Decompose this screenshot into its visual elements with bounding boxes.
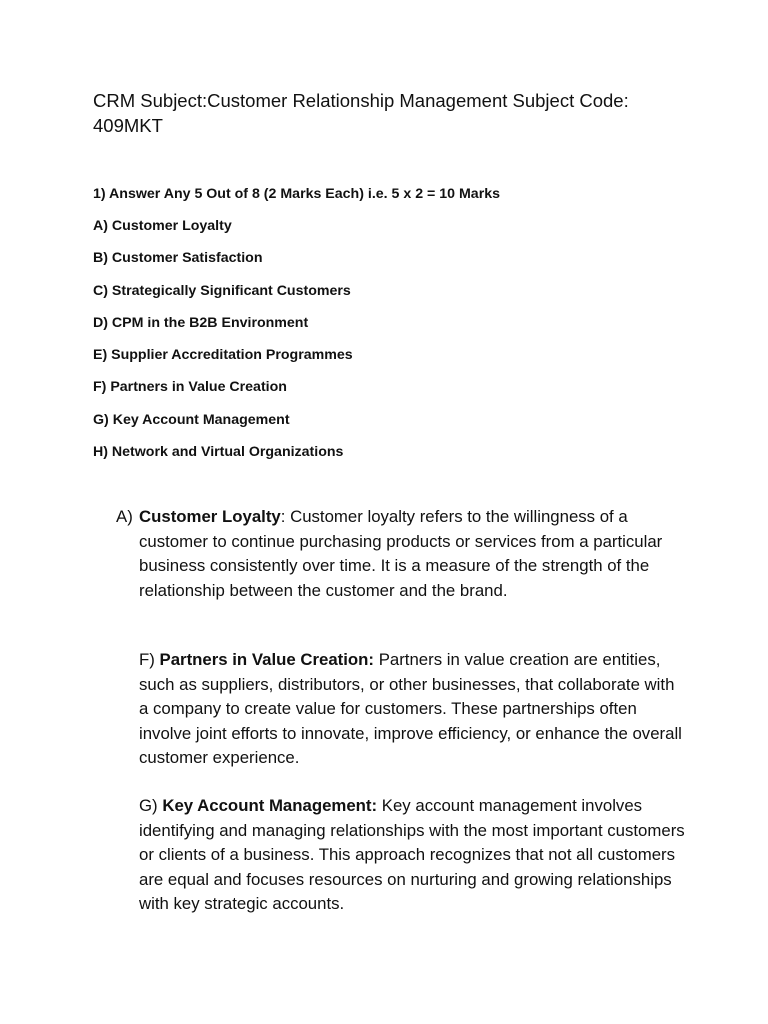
answer-partners-in-value-creation — [139, 648, 684, 771]
option-b: B) Customer Satisfaction — [93, 250, 263, 267]
option-h: H) Network and Virtual Organizations — [93, 444, 344, 461]
option-e: E) Supplier Accreditation Programmes — [93, 347, 353, 364]
answer-letter: G) — [139, 796, 158, 815]
answer-text: Key account management involves identifying and managing relationships with the most important customers or clients of a business. This approach recognizes that not all customers are equal and focuses resources on nurturing and growing relationships with key strategic accounts. — [139, 796, 685, 913]
option-g: G) Key Account Management — [93, 411, 290, 428]
answer-text: Partners in value creation are entities, such as suppliers, distributors, or other businesses, that collaborate with a company to create value for customers. These partnerships often involve joint efforts to innovate, improve efficiency, or enhance the overall customer experience. — [139, 650, 682, 767]
question-heading: 1) Answer Any 5 Out of 8 (2 Marks Each) i.e. 5 x 2 = 10 Marks — [93, 186, 501, 202]
answer-text: : Customer loyalty refers to the willingness of a customer to continue purchasing products or services from a particular business consistently over time. It is a measure of the strength of the relationship between the customer and the brand. — [139, 507, 663, 600]
answer-term: Partners in Value Creation: — [159, 650, 375, 669]
answer-letter: A) — [116, 507, 133, 526]
answer-key-account-management — [139, 794, 699, 917]
option-c: C) Strategically Significant Customers — [93, 282, 351, 299]
answer-term: Customer Loyalty — [139, 507, 281, 526]
option-f: F) Partners in Value Creation — [93, 379, 287, 396]
option-d: D) CPM in the B2B Environment — [93, 314, 309, 331]
answer-customer-loyalty — [116, 505, 699, 603]
document-title: CRM Subject:Customer Relationship Management Subject Code: 409MKT — [93, 90, 629, 136]
question-options-list — [93, 216, 353, 474]
answer-letter: F) — [139, 650, 155, 669]
option-a: A) Customer Loyalty — [93, 218, 232, 234]
answer-term: Key Account Management: — [162, 796, 378, 815]
